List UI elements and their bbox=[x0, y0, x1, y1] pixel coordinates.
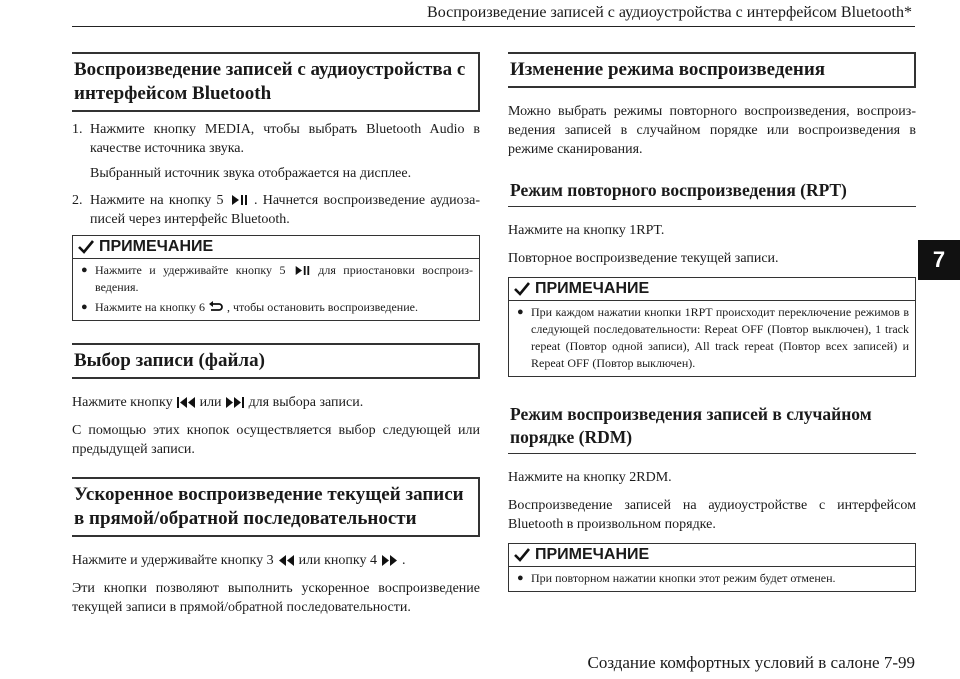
paragraph: Можно выбрать режимы повторного воспроизведения, воспроиз-ведения записей в случайном порядке или воспроизведения в режиме сканирования. bbox=[508, 104, 916, 157]
section-title-track-select: Выбор записи (файла) bbox=[72, 343, 480, 379]
note-check-icon bbox=[513, 281, 531, 297]
paragraph: Эти кнопки позволяют выполнить ускоренное воспроизведение текущей записи в прямой/обратной последовательности. bbox=[72, 581, 480, 615]
note-item-text: При каждом нажатии кнопки 1RPT происходит переключение режимов в следующей последовательности: Repeat OFF (Повтор выключен), 1 track repeat (Повтор одной записи), All track repeat (Повтор всех записей) и Repeat OFF (Повтор выключен). bbox=[531, 305, 909, 370]
step-2-text-start: Нажмите на кнопку 5 bbox=[90, 193, 224, 208]
right-column bbox=[508, 52, 916, 604]
note-header bbox=[73, 236, 479, 259]
text-middle: или bbox=[199, 395, 222, 410]
paragraph: Воспроизведение записей на аудиоустройстве с интерфейсом Bluetooth в произвольном порядке. bbox=[508, 498, 916, 532]
previous-track-icon bbox=[176, 397, 196, 408]
play-pause-icon bbox=[229, 194, 249, 206]
note-check-icon bbox=[513, 547, 531, 563]
subsection-title-random: Режим воспроизведения записей в случайном порядке (RDM) bbox=[508, 403, 916, 454]
text-start: Нажмите и удерживайте кнопку 3 bbox=[72, 553, 274, 568]
step-text: Нажмите кнопку MEDIA, чтобы выбрать Bluetooth Audio в качестве источника звука. bbox=[90, 122, 480, 156]
note-text-end: , чтобы остановить воспроизведение. bbox=[226, 300, 418, 314]
paragraph bbox=[72, 393, 480, 412]
rewind-icon bbox=[277, 555, 295, 566]
subsection-title-repeat: Режим повторного воспроизведения (RPT) bbox=[508, 179, 916, 207]
text-start: Нажмите кнопку bbox=[72, 395, 173, 410]
note-title: ПРИМЕЧАНИЕ bbox=[99, 238, 214, 255]
note-header bbox=[509, 278, 915, 301]
note-item bbox=[509, 301, 915, 372]
bullet-icon: ● bbox=[517, 306, 524, 318]
note-title: ПРИМЕЧАНИЕ bbox=[535, 546, 650, 563]
note-box bbox=[72, 235, 480, 321]
note-item bbox=[509, 567, 915, 587]
paragraph: С помощью этих кнопок осуществляется выбор следующей или предыдущей записи. bbox=[72, 423, 480, 457]
left-column bbox=[72, 52, 480, 626]
note-item bbox=[73, 259, 479, 296]
step-number: 2. bbox=[72, 193, 83, 208]
note-text-start: Нажмите и удерживайте кнопку 5 bbox=[95, 263, 286, 277]
step-2-text-end: . Начнется воспроизведение аудиоза-писей через интерфейс Bluetooth. bbox=[90, 193, 481, 227]
next-track-icon bbox=[225, 397, 245, 408]
note-check-icon bbox=[77, 239, 95, 255]
fast-forward-icon bbox=[381, 555, 399, 566]
running-header: Воспроизведение записей с аудиоустройства с интерфейсом Bluetooth* bbox=[427, 4, 912, 21]
note-header bbox=[509, 544, 915, 567]
paragraph bbox=[72, 551, 480, 570]
note-text-end: для приостановки воспроиз-ведения. bbox=[95, 263, 473, 294]
paragraph: Нажмите на кнопку 2RDM. bbox=[508, 470, 672, 485]
note-text-start: Нажмите на кнопку 6 bbox=[95, 300, 205, 314]
bullet-icon: ● bbox=[81, 301, 88, 313]
text-middle: или кнопку 4 bbox=[298, 553, 378, 568]
play-pause-icon bbox=[293, 265, 311, 276]
paragraph: Повторное воспроизведение текущей записи. bbox=[508, 251, 779, 266]
step-1 bbox=[72, 120, 480, 158]
step-number: 1. bbox=[72, 122, 83, 137]
text-end: . bbox=[402, 553, 406, 568]
text-end: для выбора записи. bbox=[248, 395, 364, 410]
note-item-text bbox=[95, 262, 473, 296]
step-2 bbox=[72, 191, 480, 229]
note-title: ПРИМЕЧАНИЕ bbox=[535, 280, 650, 297]
chapter-tab: 7 bbox=[918, 240, 960, 280]
note-item-text bbox=[95, 299, 418, 316]
note-item bbox=[73, 296, 479, 316]
bullet-icon: ● bbox=[81, 264, 88, 276]
note-box bbox=[508, 277, 916, 377]
header-rule bbox=[72, 26, 915, 27]
note-item-text: При повторном нажатии кнопки этот режим будет отменен. bbox=[531, 571, 836, 585]
step-1-sub: Выбранный источник звука отображается на дисплее. bbox=[90, 166, 412, 181]
section-title-bluetooth-playback: Воспроизведение записей с аудиоустройства с интерфейсом Bluetooth bbox=[72, 52, 480, 112]
page-footer: Создание комфортных условий в салоне 7-99 bbox=[587, 653, 915, 672]
section-title-fast-playback: Ускоренное воспроизведение текущей записи в прямой/обратной последовательности bbox=[72, 477, 480, 537]
return-icon bbox=[208, 301, 224, 313]
section-title-playback-mode: Изменение режима воспроизведения bbox=[508, 52, 916, 88]
note-box bbox=[508, 543, 916, 592]
bullet-icon: ● bbox=[517, 572, 524, 584]
paragraph: Нажмите на кнопку 1RPT. bbox=[508, 223, 665, 238]
step-text bbox=[90, 191, 480, 229]
